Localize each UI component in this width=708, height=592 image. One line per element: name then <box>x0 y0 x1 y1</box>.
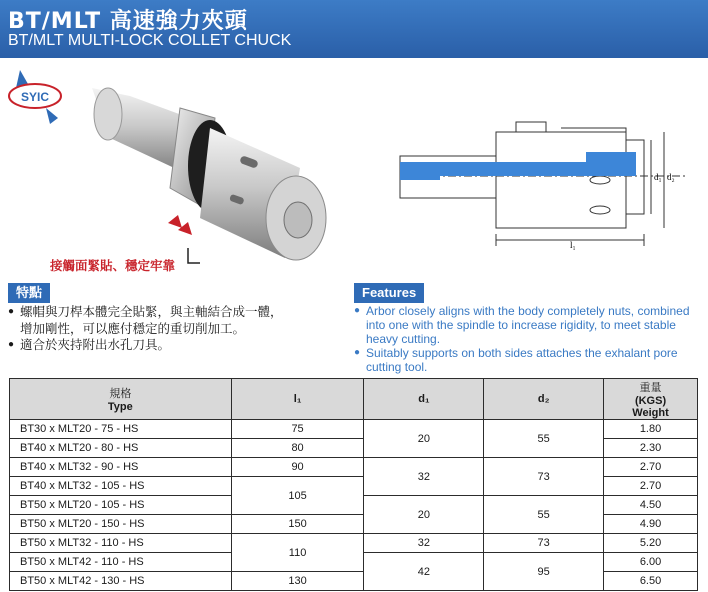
cell-weight: 2.70 <box>604 477 698 496</box>
cell-weight: 5.20 <box>604 534 698 553</box>
cell-type: BT40 x MLT32 - 90 - HS <box>10 458 232 477</box>
syic-logo <box>6 66 64 126</box>
features-cn-item: ● 螺帽與刀桿本體完全貼緊，與主軸結合成一體， 增加剛性，可以應付穩定的重切削加工。 <box>8 304 344 337</box>
cell-type: BT50 x MLT20 - 150 - HS <box>10 515 232 534</box>
cell-type: BT40 x MLT20 - 80 - HS <box>10 439 232 458</box>
features-cn-item: ● 適合於夾持附出水孔刀具。 <box>8 337 344 354</box>
cell-type: BT30 x MLT20 - 75 - HS <box>10 420 232 439</box>
cell-l1: 75 <box>231 420 364 439</box>
features-en-heading: Features <box>354 283 424 303</box>
cell-weight: 2.70 <box>604 458 698 477</box>
cell-type: BT50 x MLT32 - 110 - HS <box>10 534 232 553</box>
cell-d1: 32 <box>364 458 484 496</box>
cell-d1: 42 <box>364 553 484 591</box>
table-row <box>10 458 698 477</box>
cell-weight: 1.80 <box>604 420 698 439</box>
cell-d1: 32 <box>364 534 484 553</box>
cell-type: BT40 x MLT32 - 105 - HS <box>10 477 232 496</box>
features-en-list <box>354 304 700 374</box>
col-header-weight: 重量 (KGS) Weight <box>604 379 698 420</box>
dim-d2: d₂ <box>667 172 675 182</box>
cell-l1: 105 <box>231 477 364 515</box>
cell-weight: 4.50 <box>604 496 698 515</box>
col-header-d2: d₂ <box>484 379 604 420</box>
cell-d2: 55 <box>484 496 604 534</box>
cell-type: BT50 x MLT20 - 105 - HS <box>10 496 232 515</box>
cell-weight: 4.90 <box>604 515 698 534</box>
table-row <box>10 420 698 439</box>
cell-weight: 6.00 <box>604 553 698 572</box>
col-header-d1: d₁ <box>364 379 484 420</box>
logo-text: SYIC <box>20 90 50 104</box>
cell-l1: 80 <box>231 439 364 458</box>
cell-l1: 150 <box>231 515 364 534</box>
features-en-item: ● Arbor closely aligns with the body completely nuts, combined into one with the spindle to increase rigidity, to meet stable heavy cutting. <box>354 304 700 346</box>
cell-d2: 95 <box>484 553 604 591</box>
cell-l1: 130 <box>231 572 364 591</box>
cell-type: BT50 x MLT42 - 130 - HS <box>10 572 232 591</box>
cell-d1: 20 <box>364 420 484 458</box>
features-cn-heading: 特點 <box>8 283 50 303</box>
cell-d2: 73 <box>484 534 604 553</box>
features-cn-list <box>8 304 344 354</box>
technical-drawing <box>396 118 692 253</box>
contact-callout: 接觸面緊貼、穩定牢靠 <box>50 259 176 273</box>
product-photo <box>70 78 340 268</box>
table-row <box>10 534 698 553</box>
features-en-item: ● Suitably supports on both sides attaches the exhalant pore cutting tool. <box>354 346 700 374</box>
page-header <box>0 0 708 58</box>
spec-table <box>9 378 698 591</box>
page-title: BT/MLT 高速強力夾頭 <box>8 9 248 34</box>
cell-type: BT50 x MLT42 - 110 - HS <box>10 553 232 572</box>
page-subtitle: BT/MLT MULTI-LOCK COLLET CHUCK <box>8 32 292 49</box>
cell-weight: 2.30 <box>604 439 698 458</box>
dim-l1: l₁ <box>570 240 576 250</box>
col-header-l1: l₁ <box>231 379 364 420</box>
col-header-type: 規格 Type <box>10 379 232 420</box>
cell-d2: 55 <box>484 420 604 458</box>
cell-l1: 110 <box>231 534 364 572</box>
cell-d2: 73 <box>484 458 604 496</box>
cell-l1: 90 <box>231 458 364 477</box>
cell-weight: 6.50 <box>604 572 698 591</box>
cell-d1: 20 <box>364 496 484 534</box>
dim-d1: d₁ <box>654 172 662 182</box>
table-header-row <box>10 379 698 420</box>
